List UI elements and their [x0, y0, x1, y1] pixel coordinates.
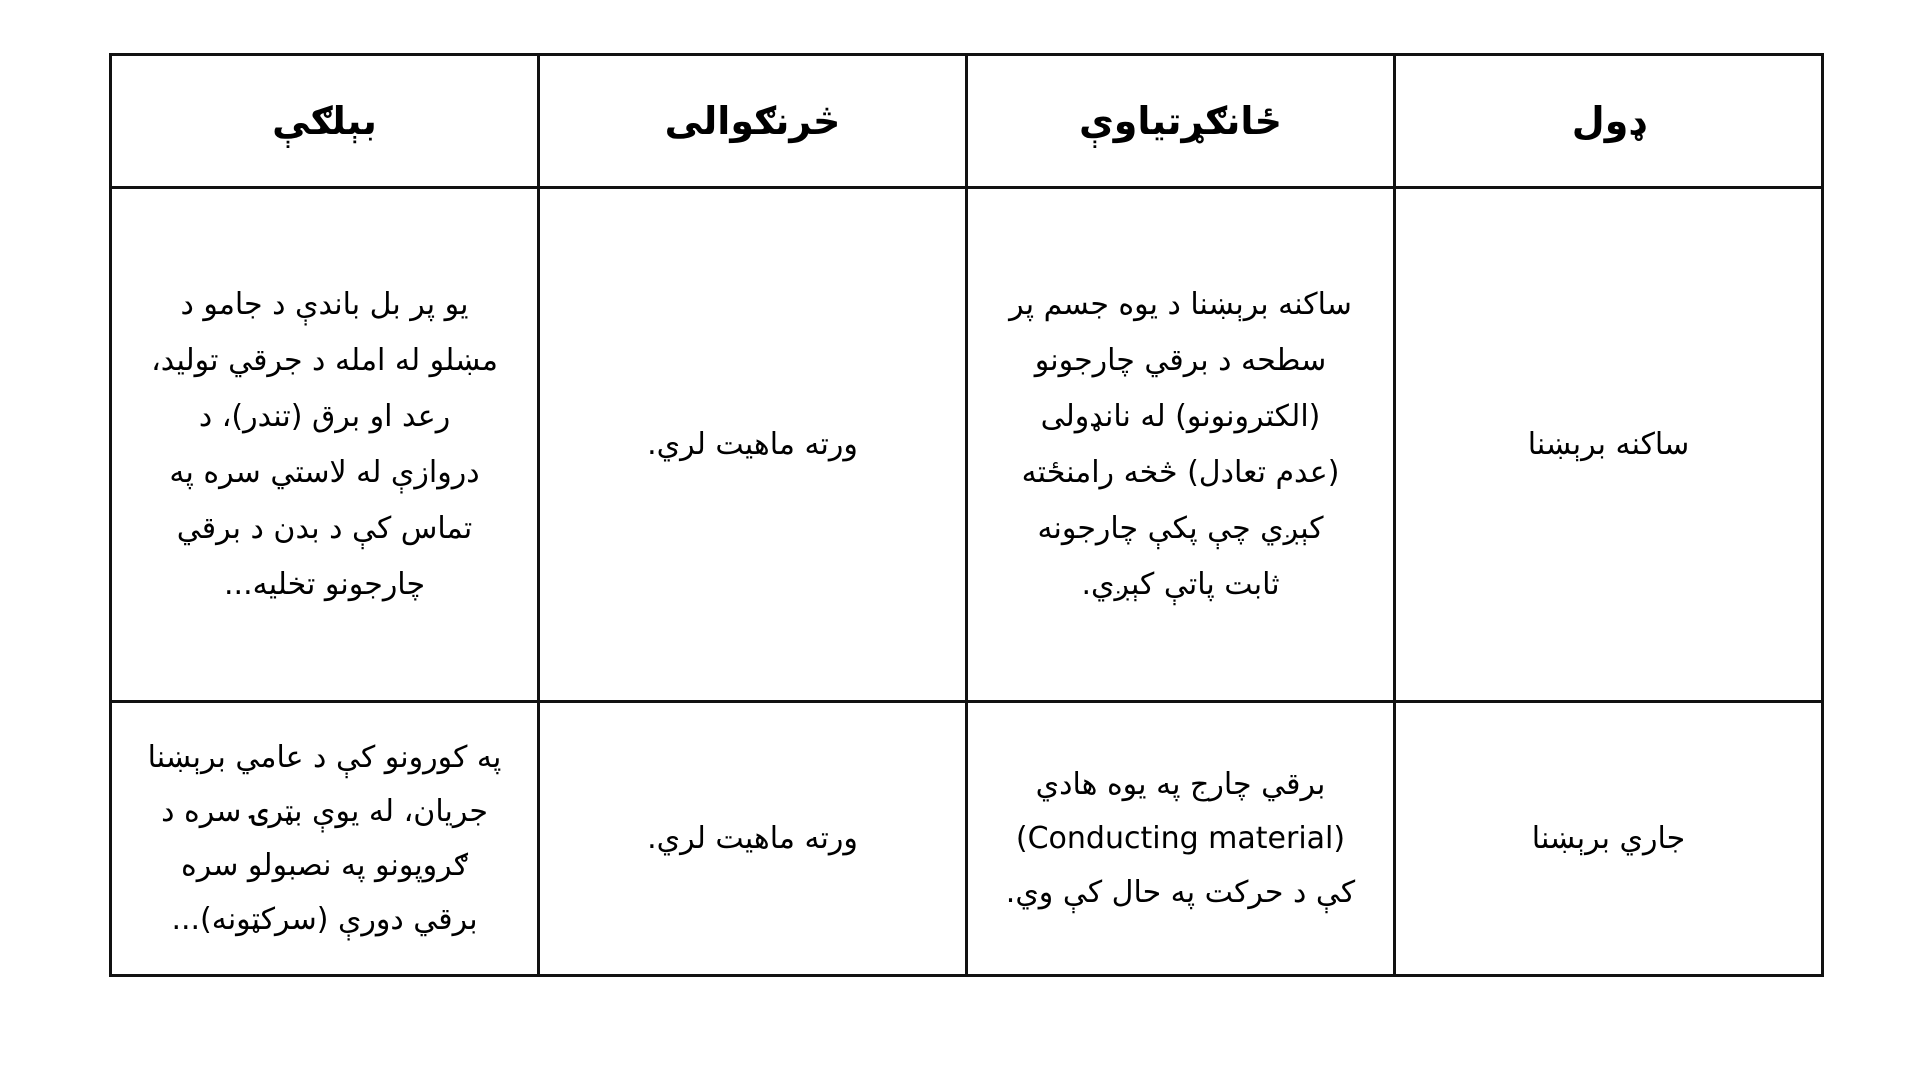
- header-type: ډول: [1395, 55, 1823, 188]
- cell-characteristics: [967, 702, 1395, 976]
- table-row: [111, 702, 1823, 976]
- cell-type: [1395, 702, 1823, 976]
- characteristics-text: برقي چارج په یوه هادي (Conducting material) کې د حرکت په حال کې وي.: [1005, 766, 1356, 910]
- type-text: ساکنه برېښنا: [1527, 426, 1690, 462]
- header-examples: بېلګې: [111, 55, 539, 188]
- type-text: جاري برېښنا: [1531, 820, 1686, 856]
- cell-examples: [111, 702, 539, 976]
- table-header-row: [111, 55, 1823, 188]
- examples-text: یو پر بل باندې د جامو د مښلو له امله د جرقي تولید، رعد او برق (تندر)، د دروازې له لاستي سره په تماس کې د بدن د برقي چارجونو تخلیه...: [151, 286, 498, 602]
- cell-nature: [539, 188, 967, 702]
- cell-characteristics: [967, 188, 1395, 702]
- nature-text: ورته ماهیت لري.: [647, 426, 858, 462]
- cell-examples: [111, 188, 539, 702]
- cell-nature: [539, 702, 967, 976]
- nature-text: ورته ماهیت لري.: [647, 820, 858, 856]
- header-nature: څرنګوالی: [539, 55, 967, 188]
- examples-text: په کورونو کې د عامي برېښنا جریان، له یوې بټرۍ سره د ګروپونو په نصبولو سره برقي دورې (سرکټونه)...: [147, 739, 502, 937]
- characteristics-text: ساکنه برېښنا د یوه جسم پر سطحه د برقي چارجونو (الکترونونو) له نانډولی (عدم تعادل) څخه رامنځته کېږي چې پکې چارجونه ثابت پاتې کېږي.: [1009, 286, 1352, 602]
- comparison-table: [109, 53, 1824, 977]
- cell-type: [1395, 188, 1823, 702]
- header-characteristics: ځانګړتیاوې: [967, 55, 1395, 188]
- table-row: [111, 188, 1823, 702]
